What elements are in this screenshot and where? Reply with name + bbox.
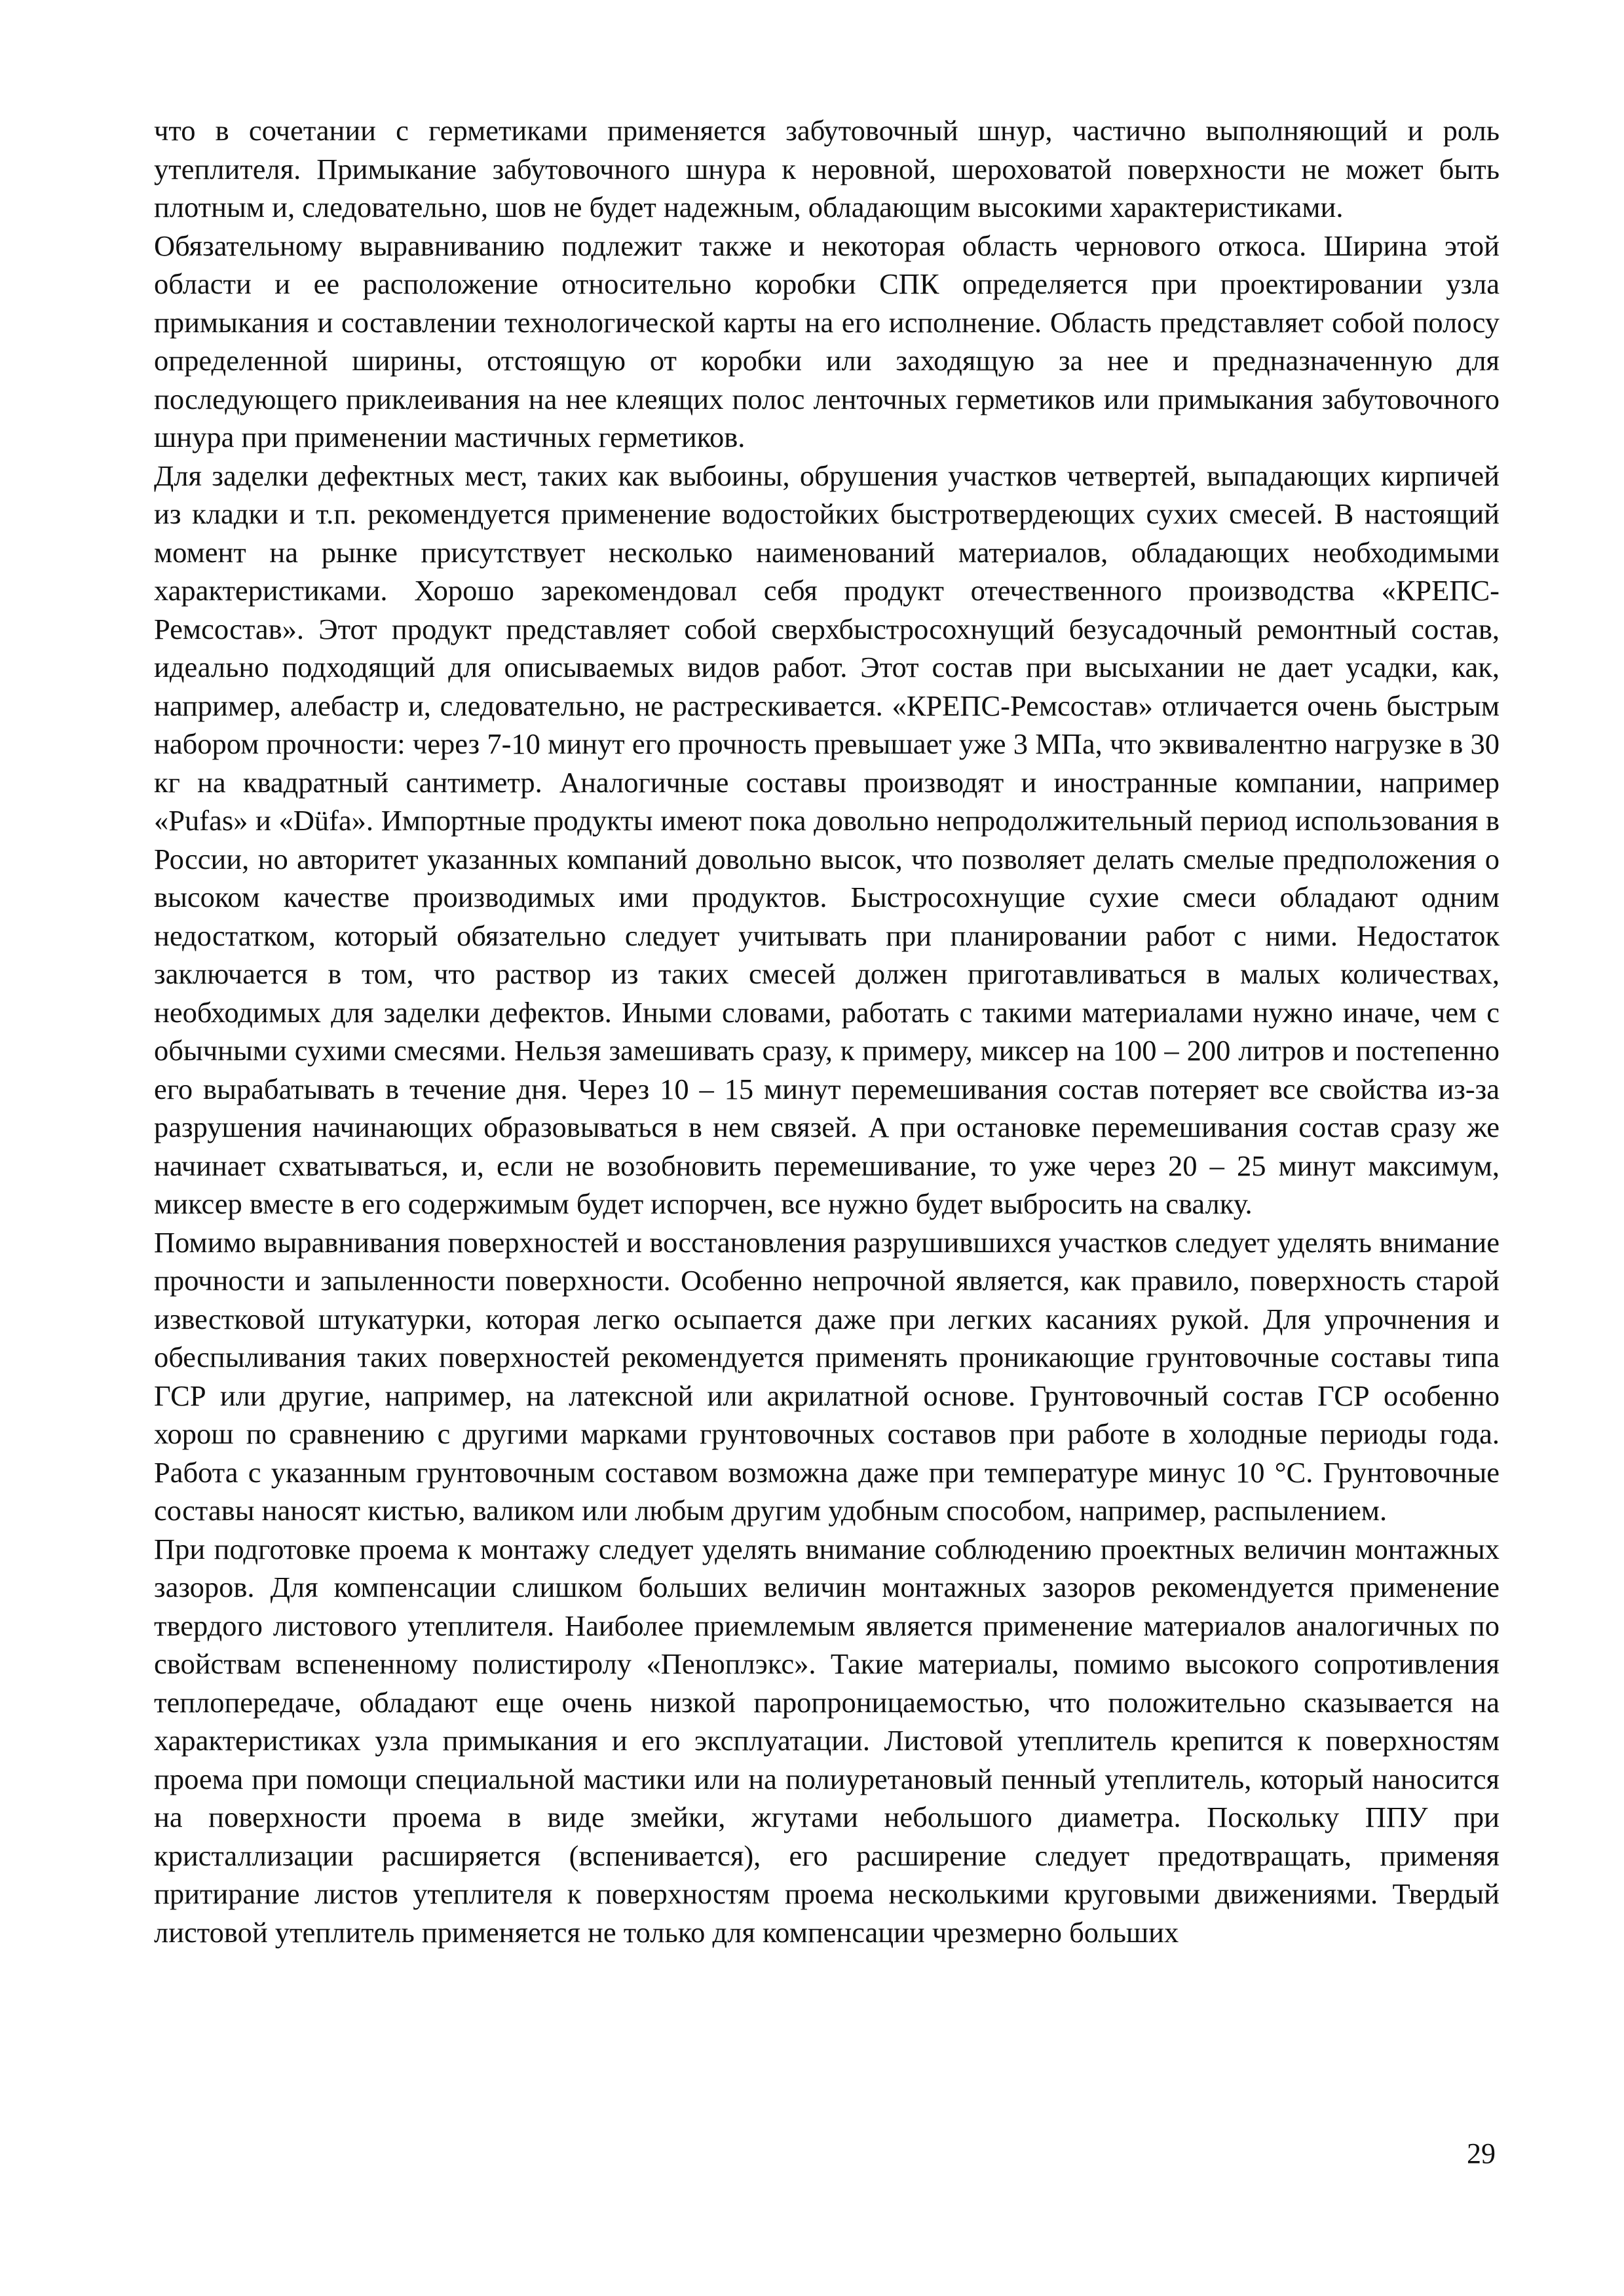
- paragraph-4: Помимо выравнивания поверхностей и восстановления разрушившихся участков следует уделять внимание прочности и запыленности поверхности. Особенно непрочной является, как правило, поверхность старой известковой штукатурки, которая легко осыпается даже при легких касаниях рукой. Для упрочнения и обеспыливания таких поверхностей рекомендуется применять проникающие грунтовочные составы типа ГСР или другие, например, на латексной или акрилатной основе. Грунтовочный состав ГСР особенно хорош по сравнению с другими марками грунтовочных составов при работе в холодные периоды года. Работа с указанным грунтовочным составом возможна даже при температуре минус 10 °С. Грунтовочные составы наносят кистью, валиком или любым другим удобным способом, например, распылением.: [154, 1225, 1500, 1527]
- paragraph-5: При подготовке проема к монтажу следует уделять внимание соблюдению проектных величин монтажных зазоров. Для компенсации слишком больших величин монтажных зазоров рекомендуется применение твердого листового утеплителя. Наиболее приемлемым является применение материалов аналогичных по свойствам вспененному полистиролу «Пеноплэкс». Такие материалы, помимо высокого сопротивления теплопередаче, обладают еще очень низкой паропроницаемостью, что положительно сказывается на характеристиках узла примыкания и его эксплуатации. Листовой утеплитель крепится к поверхностям проема при помощи специальной мастики или на полиуретановый пенный утеплитель, который наносится на поверхности проема в виде змейки, жгутами небольшого диаметра. Поскольку ППУ при кристаллизации расширяется (вспенивается), его расширение следует предотвращать, применяя притирание листов утеплителя к поверхностям проема несколькими круговыми движениями. Твердый листовой утеплитель применяется не только для компенсации чрезмерно больших: [154, 1532, 1500, 1949]
- paragraph-1: что в сочетании с герметиками применяется забутовочный шнур, частично выполняющий и роль утеплителя. Примыкание забутовочного шнура к неровной, шероховатой поверхности не может быть плотным и, следовательно, шов не будет надежным, обладающим высокими характеристиками.: [154, 114, 1500, 223]
- page-number: 29: [1467, 2137, 1496, 2170]
- paragraph-2: Обязательному выравниванию подлежит также и некоторая область чернового откоса. Ширина этой области и ее расположение относительно коробки СПК определяется при проектировании узла примыкания и составлении технологической карты на его исполнение. Область представляет собой полосу определенной ширины, отстоящую от коробки или заходящую за нее и предназначенную для последующего приклеивания на нее клеящих полос ленточных герметиков или примыкания забутовочного шнура при применении мастичных герметиков.: [154, 229, 1500, 453]
- page-body: [154, 111, 1500, 1951]
- paragraph-3: Для заделки дефектных мест, таких как выбоины, обрушения участков четвертей, выпадающих кирпичей из кладки и т.п. рекомендуется применение водостойких быстротвердеющих сухих смесей. В настоящий момент на рынке присутствует несколько наименований материалов, обладающих необходимыми характеристиками. Хорошо зарекомендовал себя продукт отечественного производства «КРЕПС-Ремсостав». Этот продукт представляет собой сверхбыстросохнущий безусадочный ремонтный состав, идеально подходящий для описываемых видов работ. Этот состав при высыхании не дает усадки, как, например, алебастр и, следовательно, не растрескивается. «КРЕПС-Ремсостав» отличается очень быстрым набором прочности: через 7-10 минут его прочность превышает уже 3 МПа, что эквивалентно нагрузке в 30 кг на квадратный сантиметр. Аналогичные составы производят и иностранные компании, например «Pufas» и «Düfa». Импортные продукты имеют пока довольно непродолжительный период использования в России, но авторитет указанных компаний довольно высок, что позволяет делать смелые предположения о высоком качестве производимых ими продуктов. Быстросохнущие сухие смеси обладают одним недостатком, который обязательно следует учитывать при планировании работ с ними. Недостаток заключается в том, что раствор из таких смесей должен приготавливаться в малых количествах, необходимых для заделки дефектов. Иными словами, работать с такими материалами нужно иначе, чем с обычными сухими смесями. Нельзя замешивать сразу, к примеру, миксер на 100 – 200 литров и постепенно его вырабатывать в течение дня. Через 10 – 15 минут перемешивания состав потеряет все свойства из-за разрушения начинающих образовываться в нем связей. А при остановке перемешивания состав сразу же начинает схватываться, и, если не возобновить перемешивание, то уже через 20 – 25 минут максимум, миксер вместе в его содержимым будет испорчен, все нужно будет выбросить на свалку.: [154, 459, 1500, 1220]
